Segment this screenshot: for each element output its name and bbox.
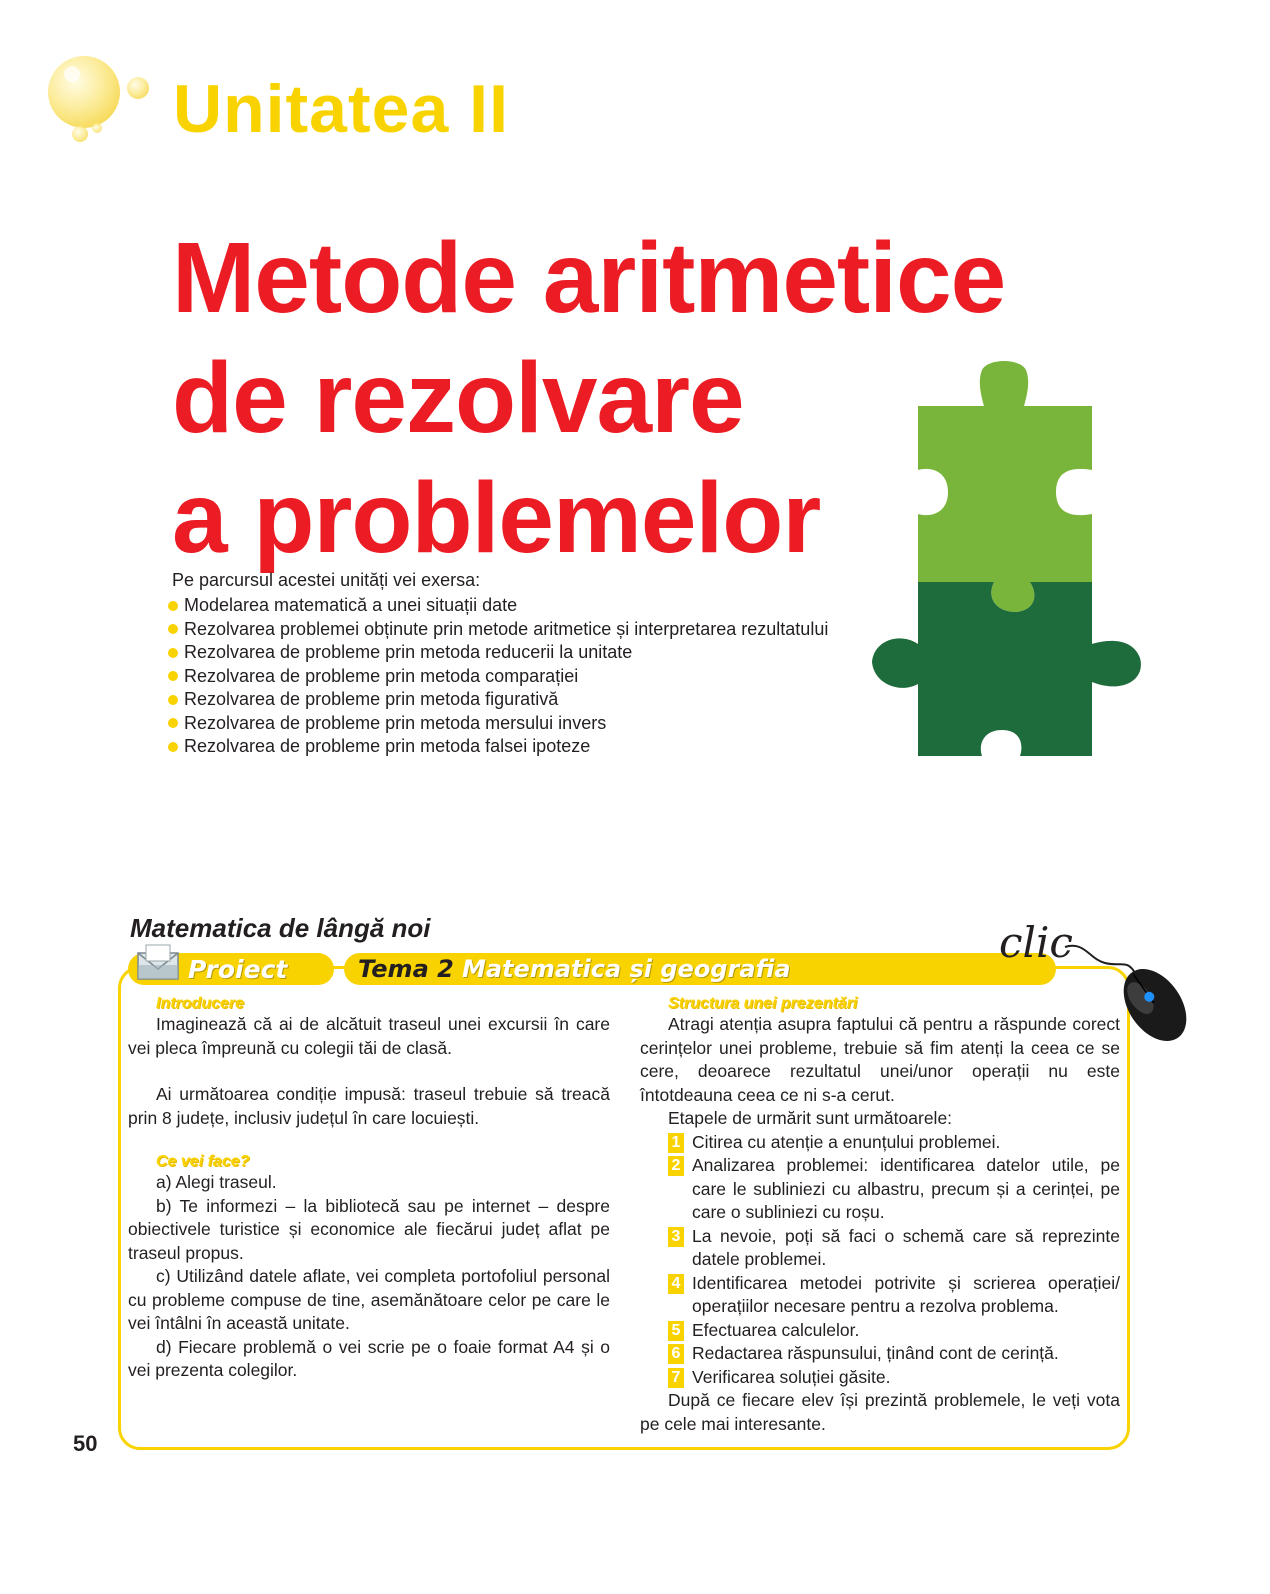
puzzle-icon	[870, 358, 1144, 760]
unit-title: Unitatea II	[173, 71, 509, 147]
bullet-icon	[168, 718, 178, 728]
bullet-icon	[168, 624, 178, 634]
tema-title: Matematica și geografia	[462, 955, 791, 983]
presentation-heading: Structura unei prezentări	[668, 995, 858, 1012]
objectives-intro: Pe parcursul acestei unități vei exersa:	[172, 570, 481, 590]
right-column	[640, 995, 1120, 1436]
step-item: 3 La nevoie, poți să faci o schemă care să reprezinte datele problemei.	[640, 1225, 1120, 1272]
objectives-list	[168, 594, 828, 759]
intro-paragraph-1: Imaginează că ai de alcătuit traseul unei excursii în care vei pleca împreună cu colegii tăi de clasă.	[128, 1014, 610, 1058]
chapter-title-line-3: a problemelor	[172, 462, 821, 574]
list-item: Rezolvarea de probleme prin metoda comparației	[168, 665, 828, 689]
list-item: Rezolvarea de probleme prin metoda mersului invers	[168, 712, 828, 736]
clic-label: clic	[999, 918, 1073, 967]
bullet-icon	[168, 671, 178, 681]
task-a: a) Alegi traseul.	[156, 1172, 277, 1192]
task-heading: Ce vei face?	[156, 1153, 250, 1170]
list-item: Rezolvarea de probleme prin metoda reducerii la unitate	[168, 641, 828, 665]
proiect-label: Proiect	[188, 955, 288, 984]
bubbles-icon	[44, 44, 164, 154]
step-item: 7 Verificarea soluției găsite.	[640, 1366, 1120, 1390]
task-d: d) Fiecare problemă o vei scrie pe o foaie format A4 și o vei prezenta colegilor.	[128, 1336, 610, 1380]
list-item: Rezolvarea problemei obținute prin metode aritmetice și interpretarea rezultatului	[168, 618, 828, 642]
chapter-title-line-1: Metode aritmetice	[172, 222, 1006, 334]
intro-heading: Introducere	[156, 995, 245, 1012]
tema-number: Tema 2	[358, 955, 454, 983]
presentation-paragraph: Atragi atenția asupra faptului că pentru a răspunde corect cerințelor unei probleme, trebuie să fim atenți la ceea ce se cere, deoarece rezultatul unei/unor operații nu este întotdeauna ceea ce ni s-a cerut.	[640, 1014, 1120, 1105]
task-b: b) Te informezi – la bibliotecă sau pe internet – despre obiectivele turistice și economice ale fiecărui județ aflat pe traseul propus.	[128, 1195, 610, 1263]
step-item: 2 Analizarea problemei: identificarea datelor utile, pe care le subliniezi cu albastru, precum și a cerinței, pe care o subliniezi cu roșu.	[640, 1154, 1120, 1225]
bullet-icon	[168, 742, 178, 752]
step-item: 1 Citirea cu atenție a enunțului problemei.	[640, 1131, 1120, 1155]
step-item: 6 Redactarea răspunsului, ținând cont de cerință.	[640, 1342, 1120, 1366]
bullet-icon	[168, 648, 178, 658]
step-item: 4 Identificarea metodei potrivite și scrierea operației/ operațiilor necesare pentru a rezolva problema.	[640, 1272, 1120, 1319]
steps-intro: Etapele de urmărit sunt următoarele:	[668, 1108, 953, 1128]
section-heading: Matematica de lângă noi	[130, 913, 431, 943]
bullet-icon	[168, 601, 178, 611]
envelope-icon	[134, 943, 182, 983]
task-c: c) Utilizând datele aflate, vei completa portofoliul personal cu probleme compuse de tine, asemănătoare celor pe care le vei întâlni în această unitate.	[128, 1266, 610, 1333]
intro-paragraph-2: Ai următoarea condiție impusă: traseul trebuie să treacă prin 8 județe, inclusiv județul în care locuiești.	[128, 1084, 610, 1128]
list-item: Rezolvarea de probleme prin metoda figurativă	[168, 688, 828, 712]
list-item: Rezolvarea de probleme prin metoda falsei ipoteze	[168, 735, 828, 759]
step-item: 5 Efectuarea calculelor.	[640, 1319, 1120, 1343]
page-number: 50	[73, 1431, 98, 1456]
puzzle-piece-top	[918, 361, 1092, 612]
closing-paragraph: După ce fiecare elev își prezintă problemele, le veți vota pe cele mai interesante.	[640, 1390, 1120, 1434]
chapter-title-line-2: de rezolvare	[172, 342, 744, 454]
left-column	[128, 995, 610, 1383]
list-item: Modelarea matematică a unei situații date	[168, 594, 828, 618]
bullet-icon	[168, 695, 178, 705]
